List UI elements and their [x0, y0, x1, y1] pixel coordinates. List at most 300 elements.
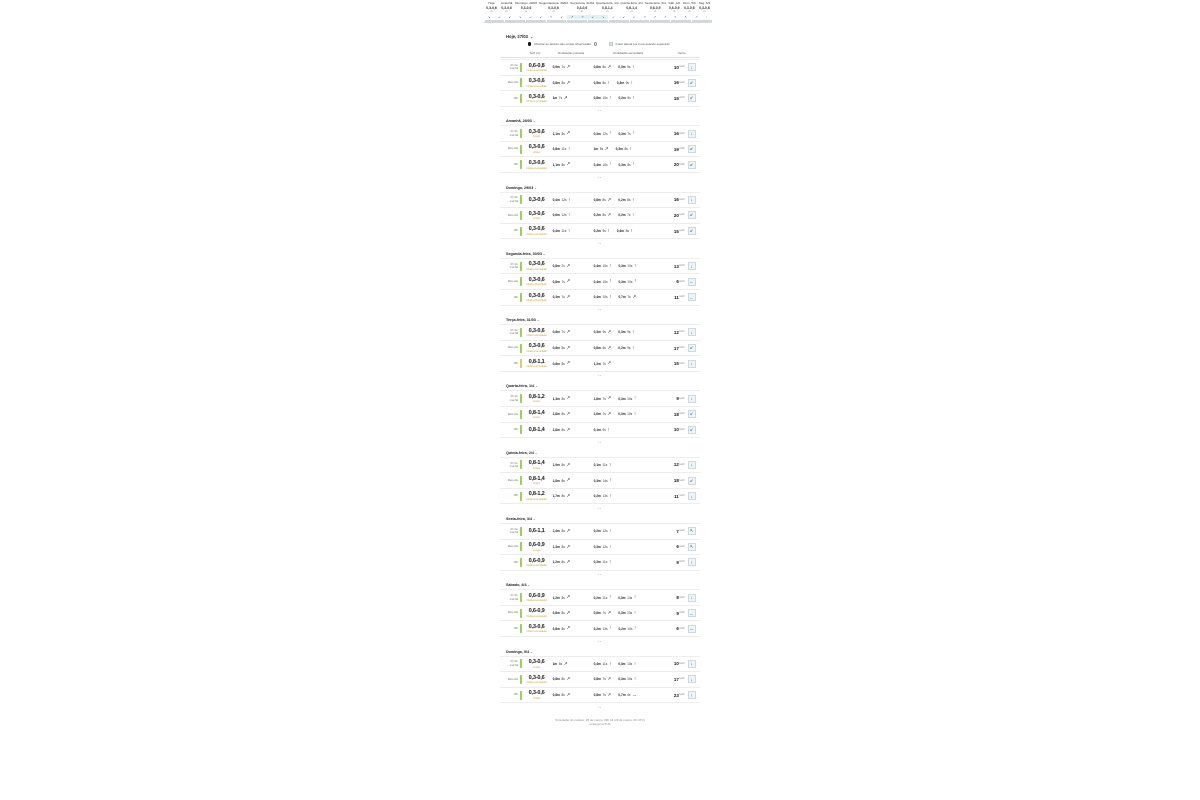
day-summary-name: Segunda-feira, 30/03: [539, 1, 568, 5]
wind-arrow-icon: ↗: [643, 14, 646, 19]
surf-height: 0,6-1,1: [528, 528, 545, 535]
surf-cell: [524, 491, 550, 501]
day-summary-item[interactable]: [538, 1, 569, 14]
wind-speed: 7: [676, 528, 679, 534]
forecast-row[interactable]: [500, 325, 700, 341]
swell-period: 8s: [561, 131, 565, 136]
swell-direction-icon: ↑: [608, 660, 612, 666]
forecast-row[interactable]: [500, 208, 700, 224]
swell-bar-row: [484, 20, 712, 22]
swell-height: 0,3m: [618, 611, 626, 616]
day-heading[interactable]: [506, 119, 700, 123]
color-table-label: Colar tabela por hora quando esperado: [615, 42, 670, 46]
expand-day-button[interactable]: •⌄: [598, 307, 602, 312]
expand-day-button[interactable]: •⌄: [598, 373, 602, 378]
secondary-swell-cell: [592, 147, 664, 152]
forecast-row[interactable]: [500, 274, 700, 290]
model-name-line: entrega LOTUS: [589, 722, 611, 727]
wind-speed: 6: [676, 626, 679, 632]
forecast-row[interactable]: [500, 193, 700, 209]
surf-height: 0,3-0,6: [528, 327, 545, 334]
swell-period: 7s: [558, 96, 563, 101]
day-summary-item[interactable]: [644, 1, 667, 14]
swell-direction-icon: ↑: [632, 161, 635, 167]
swell-period: 10s: [627, 264, 633, 269]
swell-bar: [692, 20, 712, 22]
chevron-down-icon: ⌄: [542, 251, 546, 256]
day-summary-value: 0,8-1,4: [626, 5, 637, 10]
day-heading-label: Domingo, 5/4: [506, 649, 530, 654]
surf-height: 0,6-0,9: [528, 542, 545, 549]
swell-period: 8s: [602, 213, 606, 218]
swell-direction-icon: ↑: [632, 329, 635, 335]
surf-condition-label: Limpo: [533, 696, 540, 700]
toggle-switch[interactable]: [528, 42, 531, 45]
swell-period: 8s: [561, 80, 565, 85]
forecast-row[interactable]: [500, 540, 700, 556]
surf-cell: [524, 226, 550, 236]
primary-swell: [553, 65, 592, 70]
swell-height: 0,4m: [593, 279, 601, 284]
wind-unit: km/h: [679, 163, 685, 166]
wind-speed: 20: [673, 162, 679, 168]
day-heading[interactable]: [506, 517, 700, 521]
expand-day-button[interactable]: •⌄: [598, 174, 602, 179]
day-summary-unit: m: [525, 9, 528, 13]
swell-height: 0,8m: [593, 693, 601, 698]
primary-swell-cell: [550, 677, 592, 682]
surf-height: 0,8-1,2: [528, 491, 545, 498]
swell-height: 0,8m: [593, 346, 601, 351]
today-heading[interactable]: [506, 34, 700, 39]
primary-swell: [553, 295, 592, 300]
surf-height: 0,3-0,6: [528, 343, 545, 350]
day-rows: [500, 589, 700, 637]
swell-period: 8s: [561, 412, 565, 417]
day-summary-value: 0,6-0,9: [668, 5, 680, 10]
forecast-row[interactable]: [500, 259, 700, 275]
row-time: 6h 3m manhã: [509, 594, 518, 601]
primary-swell: [553, 346, 592, 351]
day-summary-item[interactable]: [667, 1, 682, 14]
secondary-swell: [594, 213, 612, 218]
primary-swell-cell: [550, 162, 592, 167]
secondary-swell-cell: [592, 545, 664, 550]
rating-bar: [520, 262, 522, 271]
wind-cell: [664, 328, 700, 336]
wind-speed: 13: [673, 263, 679, 269]
swell-height: 0,3m: [618, 131, 626, 136]
day-heading-label: Sexta-feira, 3/4: [506, 516, 533, 521]
wind-direction-icon: ↓: [688, 328, 696, 336]
forecast-row[interactable]: [500, 224, 700, 240]
swell-height: 0,2m: [618, 626, 626, 631]
forecast-row[interactable]: [500, 524, 700, 540]
rating-bar: [520, 344, 522, 353]
secondary-swell: [618, 162, 634, 167]
col-wind: Vento: [678, 51, 686, 55]
swell-period: 10s: [602, 96, 608, 101]
primary-swell-cell: [550, 396, 592, 401]
wind-arrow-icon: ↙: [632, 14, 636, 19]
primary-swell: [553, 361, 592, 366]
surf-cell: [524, 608, 550, 618]
swell-height: 0,2m: [618, 213, 626, 218]
row-time: Meio-dia: [507, 412, 518, 416]
swell-height: 0,2m: [618, 346, 626, 351]
wind-speed: 12: [673, 462, 679, 468]
wind-cell: [664, 426, 700, 434]
surf-condition-label: Onda a remodelar: [526, 349, 547, 353]
row-time: Meio-dia: [507, 213, 518, 217]
swell-height: 0,4m: [593, 661, 601, 666]
chevron-down-icon: ⌄: [530, 35, 533, 39]
swell-direction-icon: ↑: [634, 278, 637, 284]
wind-cell: [664, 145, 700, 153]
wind-arrow-icon: ↘: [487, 14, 491, 19]
secondary-swell-cell: [592, 677, 664, 682]
surf-condition-label: Onda a remodelar: [526, 267, 547, 271]
day-summary-item[interactable]: [514, 1, 538, 14]
day-heading[interactable]: [506, 384, 700, 388]
secondary-swell: [594, 693, 612, 698]
wind-speed: 11: [674, 294, 679, 300]
day-summary-item[interactable]: [569, 1, 595, 14]
swell-height: 0,8m: [593, 197, 601, 202]
secondary-swell-cell: [592, 96, 664, 101]
wind-direction-icon: ↙: [688, 94, 696, 102]
wind-cell: [664, 395, 700, 403]
day-summary-item[interactable]: [595, 1, 620, 14]
swell-height: 0,8m: [552, 626, 560, 631]
forecast-row[interactable]: [500, 157, 700, 173]
surf-height: 0,3-0,6: [528, 128, 545, 135]
swell-period: 9s: [602, 330, 606, 335]
day-heading[interactable]: [506, 252, 700, 256]
rating-bar: [520, 195, 522, 204]
swell-direction-icon: ↑: [633, 395, 637, 401]
forecast-row[interactable]: [500, 60, 700, 76]
swell-period: 7s: [602, 677, 606, 682]
options-row: [528, 42, 700, 46]
wind-unit: km/h: [679, 530, 685, 533]
wind-direction-icon: ↓: [688, 675, 696, 683]
help-icon[interactable]: ?: [594, 43, 597, 47]
surf-cell: [524, 129, 550, 139]
swell-height: 0,8m: [593, 96, 601, 101]
wind-unit: km/h: [679, 495, 685, 498]
rating-bar: [520, 129, 522, 138]
swell-period: 9s: [625, 80, 629, 85]
forecast-row[interactable]: [500, 621, 700, 637]
expand-day-button[interactable]: •⌄: [598, 704, 602, 709]
swell-height: 0,8m: [552, 677, 560, 682]
rating-bar: [520, 277, 522, 286]
swell-period: 8s: [561, 626, 565, 631]
forecast-row[interactable]: [500, 341, 700, 357]
primary-swell: [553, 463, 592, 468]
swell-height: 0,3m: [593, 478, 601, 483]
primary-swell: [553, 330, 592, 335]
forecast-row[interactable]: [500, 688, 700, 704]
expand-day-button[interactable]: •⌄: [598, 638, 602, 643]
rating-bar: [520, 624, 522, 633]
forecast-row[interactable]: [500, 423, 700, 439]
day-heading[interactable]: [506, 318, 700, 322]
day-summary-value: 0,3-0,6: [699, 5, 710, 10]
swell-period: 7s: [602, 611, 606, 616]
swell-height: 0,2m: [618, 197, 626, 202]
swell-height: 1m: [593, 147, 599, 152]
swell-direction-icon: ↗: [566, 329, 571, 335]
swell-direction-icon: ↑: [630, 79, 633, 85]
swell-direction-icon: ↗: [604, 145, 609, 151]
surf-condition-label: Limpo: [533, 135, 540, 139]
wind-unit: km/h: [679, 362, 685, 365]
swell-bar: [671, 20, 691, 22]
rating-bar: [520, 227, 522, 236]
forecast-row[interactable]: [500, 391, 700, 407]
swell-direction-icon: ↗: [607, 395, 612, 401]
swell-height: 1,3m: [552, 544, 560, 549]
day-summary-item[interactable]: [499, 1, 514, 14]
primary-swell-cell: [550, 295, 592, 300]
wind-direction-icon: ↑: [688, 691, 696, 699]
surf-condition-label: Onda a remodelar: [526, 630, 547, 634]
day-summary-name: Seg, 6/3: [698, 1, 711, 5]
wind-speed: 16: [673, 197, 679, 203]
swell-period: 8s: [602, 346, 606, 351]
expand-day-button[interactable]: •⌄: [598, 505, 602, 510]
swell-period: 8s: [602, 197, 606, 202]
primary-swell: [553, 693, 592, 698]
swell-bar: [588, 20, 608, 22]
secondary-swell: [618, 611, 636, 616]
swell-bar: [526, 20, 546, 22]
swell-period: 7s: [561, 264, 565, 269]
day-heading-label: Terça-feira, 31/03: [506, 318, 536, 323]
swell-height: 1,2m: [552, 595, 560, 600]
forecast-row[interactable]: [500, 473, 700, 489]
surf-cell: [524, 410, 550, 420]
swell-height: 0,8m: [552, 279, 560, 284]
swell-period: 7s: [561, 279, 565, 284]
secondary-swell-cell: [592, 428, 664, 433]
swell-height: 0,8m: [552, 147, 560, 152]
forecast-row[interactable]: [500, 458, 700, 474]
wind-unit: km/h: [679, 331, 685, 334]
swell-height: 1,1m: [552, 131, 560, 136]
swell-period: 8s: [561, 361, 565, 366]
swell-period: 7s: [602, 361, 606, 366]
swell-period: 12s: [561, 213, 567, 218]
swell-height: 1,7m: [552, 494, 560, 499]
swell-height: 0,9m: [552, 65, 560, 70]
secondary-swell: [594, 412, 612, 417]
wind-arrow-icon: ↖: [684, 14, 688, 19]
wind-speed: 12: [673, 329, 679, 335]
swell-period: 10s: [602, 264, 608, 269]
row-time: 6h 3m manhã: [509, 63, 518, 71]
swell-direction-icon: ↑: [609, 625, 612, 631]
forecast-row[interactable]: [500, 290, 700, 306]
chevron-down-icon: ⌄: [534, 185, 537, 190]
day-heading[interactable]: [506, 650, 700, 654]
primary-swell-cell: [550, 560, 592, 565]
surf-cell: [524, 261, 550, 271]
primary-swell-cell: [550, 279, 592, 284]
swell-bar: [650, 20, 670, 22]
wind-cell: [664, 293, 700, 301]
rating-bar: [520, 675, 522, 684]
swell-direction-icon: ↗: [566, 676, 571, 682]
day-heading[interactable]: [506, 583, 700, 587]
swell-period: 7s: [602, 412, 606, 417]
day-summary-item[interactable]: [697, 1, 712, 14]
swell-period: 8s: [624, 147, 628, 152]
swell-period: 8s: [627, 162, 631, 167]
swell-direction-icon: ↗: [607, 196, 612, 202]
swell-direction-icon: ↑: [609, 492, 612, 498]
surf-cell: [524, 394, 550, 404]
forecast-row[interactable]: [500, 356, 700, 372]
rating-bar: [520, 593, 522, 602]
wind-unit: km/h: [679, 596, 685, 599]
wind-cell: [664, 130, 700, 138]
expand-day-button[interactable]: •⌄: [598, 439, 602, 444]
surf-condition-label: Limpo: [533, 217, 540, 221]
forecast-row[interactable]: [500, 672, 700, 688]
swell-direction-icon: ↑: [607, 227, 610, 233]
wind-direction-icon: ↙: [688, 161, 696, 169]
surf-condition-label: Onda a remodelar: [526, 599, 547, 603]
swell-period: 8s: [561, 595, 565, 600]
primary-swell: [553, 494, 592, 499]
day-summary-item[interactable]: [682, 1, 697, 14]
day-summary-item[interactable]: [620, 1, 644, 14]
swell-direction-icon: ↑: [609, 294, 612, 300]
forecast-row[interactable]: [500, 555, 700, 571]
swell-height: 0,3m: [593, 560, 601, 565]
forecast-table: [500, 34, 700, 726]
wind-cell: [664, 675, 700, 683]
day-summary-item[interactable]: [484, 1, 499, 14]
swell-height: 1m: [552, 96, 558, 101]
expand-day-button[interactable]: •⌄: [598, 572, 602, 577]
swell-period: 14s: [627, 595, 633, 600]
swell-height: 1,9m: [552, 462, 560, 467]
color-swatch-icon[interactable]: [609, 42, 612, 45]
primary-swell: [553, 560, 592, 565]
day-summary-name: Amanhã: [500, 1, 513, 5]
wind-unit: km/h: [679, 678, 685, 681]
forecast-row[interactable]: [500, 142, 700, 158]
secondary-swell: [618, 626, 636, 631]
swell-direction-icon: ↑: [629, 145, 632, 151]
rating-bar: [520, 691, 522, 700]
forecast-row[interactable]: [500, 489, 700, 505]
wind-direction-icon: ↓: [688, 461, 696, 469]
row-time: 18h: [513, 361, 518, 365]
wind-cell: [664, 558, 700, 566]
forecast-row[interactable]: [500, 657, 700, 673]
day-heading[interactable]: [506, 186, 700, 190]
day-summary-strip: [484, 0, 712, 23]
primary-swell-cell: [550, 147, 592, 152]
expand-day-button[interactable]: •⌄: [598, 240, 602, 245]
forecast-row[interactable]: [500, 126, 700, 142]
rating-bar: [520, 425, 522, 434]
day-summary-name: Hoje: [488, 1, 495, 5]
day-summary-value: 0,3-0,6: [576, 5, 588, 10]
wind-cell: [664, 227, 700, 235]
swell-height: 0,8m: [552, 361, 560, 366]
swell-period: 8s: [561, 396, 565, 401]
swell-direction-icon: ↗: [566, 492, 571, 498]
swell-direction-icon: ↗: [607, 676, 612, 682]
wind-speed: 9: [676, 559, 679, 565]
forecast-row[interactable]: [500, 76, 700, 92]
forecast-row[interactable]: [500, 590, 700, 606]
wind-cell: [664, 211, 700, 219]
swell-height: 1m: [552, 661, 558, 666]
wind-direction-icon: ↙: [688, 344, 696, 352]
swell-height: 0,8m: [593, 611, 601, 616]
surf-cell: [524, 460, 550, 470]
secondary-swell: [594, 626, 612, 631]
swell-period: 13s: [602, 494, 608, 499]
swell-period: 8s: [561, 677, 565, 682]
wind-unit: km/h: [679, 463, 685, 466]
day-heading[interactable]: [506, 451, 700, 455]
swell-period: 8s: [561, 611, 565, 616]
chevron-down-icon: ⌄: [527, 583, 531, 588]
swell-direction-icon: ↑: [632, 344, 635, 350]
secondary-swell: [617, 229, 633, 234]
forecast-row[interactable]: [500, 91, 700, 107]
swell-height: 0,3m: [618, 661, 626, 666]
swell-height: 0,4m: [552, 197, 560, 202]
secondary-swell: [594, 279, 612, 284]
wind-speed: 16: [673, 131, 679, 137]
swell-bar: [505, 20, 525, 22]
wind-arrow-icon: ↙: [529, 14, 532, 19]
expand-day-button[interactable]: •⌄: [598, 108, 602, 113]
surf-height: 0,3-0,6: [528, 261, 545, 268]
swell-period: 11s: [561, 147, 567, 152]
wind-direction-icon: ↓: [688, 395, 696, 403]
swell-height: 0,8m: [593, 677, 601, 682]
swell-period: 11s: [602, 661, 608, 666]
surf-cell: [524, 277, 550, 287]
secondary-swell: [594, 428, 610, 433]
forecast-row[interactable]: [500, 606, 700, 622]
surf-cell: [524, 144, 550, 154]
swell-direction-icon: ↑: [633, 594, 637, 600]
secondary-swell: [618, 677, 636, 682]
primary-swell-cell: [550, 213, 592, 218]
wind-arrow-icon: ↖: [674, 14, 677, 19]
day-blocks: [500, 59, 700, 710]
surf-condition-label: Onda a remodelar: [526, 334, 547, 338]
swell-direction-icon: ↑: [609, 130, 612, 136]
row-time: Meio-dia: [507, 147, 518, 151]
forecast-row[interactable]: [500, 407, 700, 423]
swell-period: 8s: [561, 544, 565, 549]
rating-bar: [520, 359, 522, 368]
wind-speed: 10: [673, 661, 679, 667]
swell-period: 12s: [561, 197, 567, 202]
